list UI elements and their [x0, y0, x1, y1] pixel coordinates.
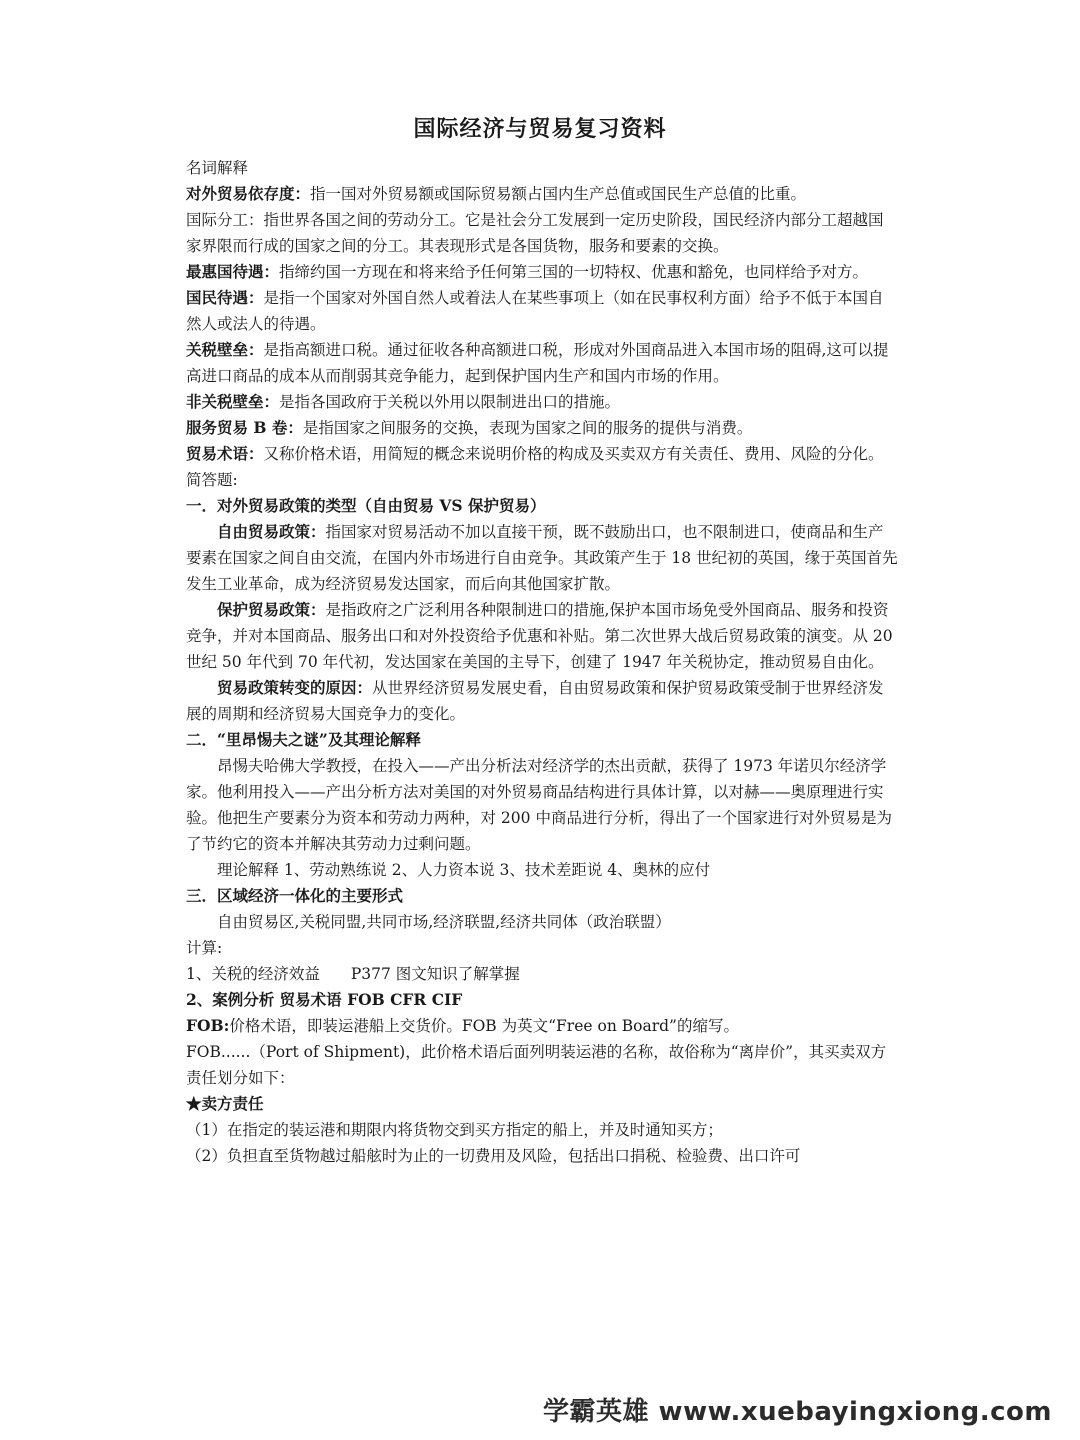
question-2-paragraph: 昂惕夫哈佛大学教授，在投入——产出分析法对经济学的杰出贡献，获得了 1973 年诺贝尔经济学家。他利用投入——产出分析方法对美国的对外贸易商品结构进行具体计算，以对赫——奥原理进行实验。他把生产要素分为资本和劳动力两种，对 200 中商品进行分析，得出了一个国家进行对外贸易是为了节约它的资本并解决其劳动力过剩问题。: [186, 757, 892, 853]
paragraph-term: 保护贸易政策：: [217, 600, 326, 619]
term-paragraph: [186, 181, 898, 207]
paragraph-term: 自由贸易政策：: [217, 522, 326, 541]
term-text: 又称价格术语，用简短的概念来说明价格的构成及买卖双方有关责任、费用、风险的分化。: [263, 445, 884, 463]
term-paragraph: [186, 259, 898, 285]
term-text: 指世界各国之间的劳动分工。它是社会分工发展到一定历史阶段，国民经济内部分工超越国家界限而行成的国家之间的分工。其表现形式是各国货物，服务和要素的交换。: [186, 211, 884, 255]
term-paragraph: [186, 285, 898, 337]
calc-heading: 计算:: [186, 939, 223, 957]
term-label: 非关税壁垒：: [186, 392, 280, 411]
paragraph-text: 指国家对贸易活动不加以直接干预，既不鼓励出口，也不限制进口，使商品和生产要素在国家之间自由交流，在国内外市场进行自由竞争。其政策产生于 18 世纪初的英国，缘于英国首先发生工业革命，成为经济贸易发达国家，而后向其他国家扩散。: [186, 523, 898, 593]
question-1-paragraph: [186, 519, 898, 597]
question-3-heading: 三．区域经济一体化的主要形式: [186, 886, 404, 905]
paragraph-term: 贸易政策转变的原因：: [217, 678, 373, 697]
fob-paragraph: [186, 1013, 898, 1039]
term-label: 国际分工：: [186, 211, 264, 229]
term-text: 指缔约国一方现在和将来给予任何第三国的一切特权、优惠和豁免，也同样给予对方。: [279, 263, 869, 281]
calc-item-1: 1、关税的经济效益 P377 图文知识了解掌握: [186, 965, 520, 983]
definitions-heading: 名词解释: [186, 159, 249, 177]
paragraph-text: 从世界经济贸易发展史看，自由贸易政策和保护贸易政策受制于世界经济发展的周期和经济贸易大国竞争力的变化。: [186, 679, 884, 723]
question-2-heading: 二．“里昂惕夫之谜”及其理论解释: [186, 730, 421, 749]
term-paragraph: [186, 441, 898, 467]
fob-text: 价格术语，即装运港船上交货价。FOB 为英文“Free on Board”的缩写。: [229, 1017, 739, 1035]
term-label: 最惠国待遇：: [186, 262, 280, 281]
question-2-theories: 理论解释 1、劳动熟练说 2、人力资本说 3、技术差距说 4、奥林的应付: [217, 861, 711, 879]
term-text: 是指国家之间服务的交换，表现为国家之间的服务的提供与消费。: [302, 419, 753, 437]
calc-item-2: 2、案例分析 贸易术语 FOB CFR CIF: [186, 990, 463, 1009]
term-text: 指一国对外贸易额或国际贸易额占国内生产总值或国民生产总值的比重。: [310, 185, 807, 203]
term-label: 国民待遇：: [186, 288, 264, 307]
term-text: 是指各国政府于关税以外用以限制进出口的措施。: [279, 393, 621, 411]
term-text: 是指高额进口税。通过征收各种高额进口税，形成对外国商品进入本国市场的阻碍,这可以提高进口商品的成本从而削弱其竞争能力，起到保护国内生产和国内市场的作用。: [186, 341, 889, 385]
term-paragraph: [186, 337, 898, 389]
short-answer-heading: 简答题:: [186, 471, 238, 489]
term-text: 是指一个国家对外国自然人或着法人在某些事项上（如在民事权利方面）给予不低于本国自然人或法人的待遇。: [186, 289, 884, 333]
fob-term: FOB:: [186, 1016, 230, 1035]
term-label: 服务贸易 B 卷：: [186, 418, 303, 437]
seller-item: （2）负担直至货物越过船舷时为止的一切费用及风险，包括出口捐税、检验费、出口许可: [186, 1147, 801, 1165]
fob-paragraph-2: FOB......（Port of Shipment)，此价格术语后面列明装运港的名称，故俗称为“离岸价”，其买卖双方责任划分如下：: [186, 1043, 887, 1087]
document-title: 国际经济与贸易复习资料: [413, 116, 667, 142]
paragraph-text: 是指政府之广泛利用各种限制进口的措施,保护本国市场免受外国商品、服务和投资竞争，并对本国商品、服务出口和对外投资给予优惠和补贴。第二次世界大战后贸易政策的演变。从 20 世纪 50 年代到 70 年代初，发达国家在美国的主导下，创建了 1947 年关税协定，推动贸易自由化。: [186, 601, 893, 671]
question-1-paragraph: [186, 675, 898, 727]
term-label: 贸易术语：: [186, 444, 264, 463]
question-1-heading: 一．对外贸易政策的类型（自由贸易 VS 保护贸易）: [186, 496, 546, 515]
term-label: 对外贸易依存度：: [186, 184, 311, 203]
question-3-forms: 自由贸易区,关税同盟,共同市场,经济联盟,经济共同体（政治联盟）: [217, 913, 671, 931]
seller-item: （1）在指定的装运港和期限内将货物交到买方指定的船上，并及时通知买方；: [186, 1121, 723, 1139]
term-paragraph: [186, 415, 898, 441]
term-label: 关税壁垒：: [186, 340, 264, 359]
document-body: [186, 155, 898, 1169]
term-paragraph: [186, 207, 898, 259]
watermark-footer: 学霸英雄 www.xuebayingxiong.com: [543, 1397, 1052, 1427]
question-1-paragraph: [186, 597, 898, 675]
term-paragraph: [186, 389, 898, 415]
seller-responsibility-heading: ★卖方责任: [186, 1094, 264, 1113]
